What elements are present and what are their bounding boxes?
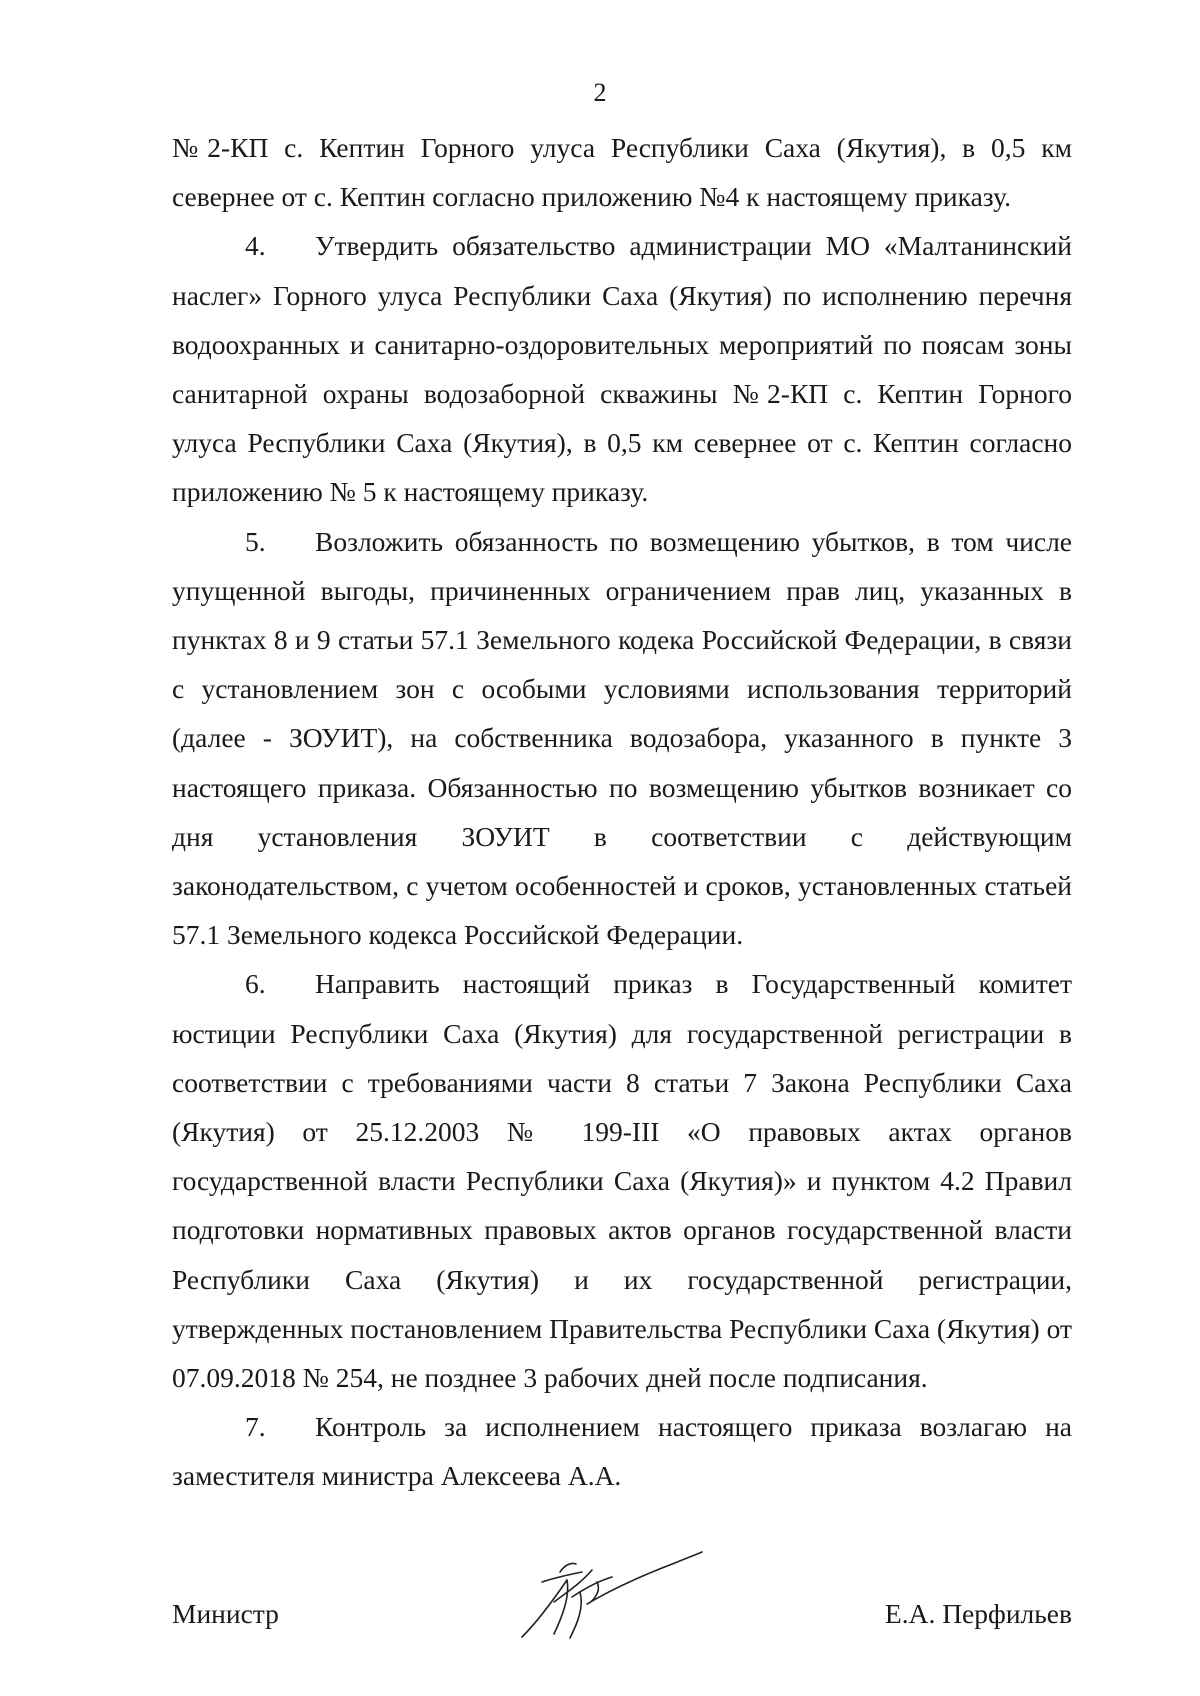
paragraph-item-7 <box>172 1402 1072 1500</box>
paragraph-text: Направить настоящий приказ в Государственный комитет юстиции Республики Саха (Якутия) для государственной регистрации в соответствии с требованиями части 8 статьи 7 Закона Республики Саха (Якутия) от 25.12.2003 № 199-III «О правовых актах органов государственной власти Республики Саха (Якутия)» и пунктом 4.2 Правил подготовки нормативных правовых актов органов государственной власти Республики Саха (Якутия) и их государственной регистрации, утвержденных постановлением Правительства Республики Саха (Якутия) от 07.09.2018 № 254, не позднее 3 рабочих дней после подписания. <box>172 968 1072 1394</box>
document-body <box>172 123 1072 1501</box>
paragraph-number: 4. <box>245 230 266 262</box>
paragraph-number: 7. <box>245 1411 266 1443</box>
paragraph-text: Контроль за исполнением настоящего приказа возлагаю на заместителя министра Алексеева А.А. <box>172 1411 1072 1492</box>
page-number: 2 <box>593 78 607 107</box>
paragraph-text: Возложить обязанность по возмещению убытков, в том числе упущенной выгоды, причиненных ограничением прав лиц, указанных в пунктах 8 и 9 статьи 57.1 Земельного кодека Российской Федерации, в связи с установлением зон с особыми условиями использования территорий (далее - ЗОУИТ), на собственника водозабора, указанного в пункте 3 настоящего приказа. Обязанностью по возмещению убытков возникает со дня установления ЗОУИТ в соответствии с действующим законодательством, с учетом особенностей и сроков, установленных статьей 57.1 Земельного кодекса Российской Федерации. <box>172 525 1072 951</box>
signatory-name: Е.А. Перфильев <box>884 1598 1072 1629</box>
signature-block <box>172 1542 1072 1662</box>
paragraph-item-4 <box>172 221 1072 516</box>
signatory-position: Министр <box>172 1598 279 1629</box>
paragraph-item-5 <box>172 517 1072 960</box>
paragraph-number: 6. <box>245 968 266 1000</box>
paragraph-text: Утвердить обязательство администрации МО «Малтанинский наслег» Горного улуса Республики Саха (Якутия) по исполнению перечня водоохранных и санитарно-оздоровительных мероприятий по поясам зоны санитарной охраны водозаборной скважины №2-КП с. Кептин Горного улуса Республики Саха (Якутия), в 0,5 км севернее от с. Кептин согласно приложению № 5 к настоящему приказу. <box>172 230 1072 508</box>
paragraph-continuation <box>172 123 1072 221</box>
handwritten-signature <box>512 1542 712 1652</box>
paragraph-text: №2-КП с. Кептин Горного улуса Республики Саха (Якутия), в 0,5 км севернее от с. Кептин согласно приложению №4 к настоящему приказу. <box>172 132 1072 213</box>
paragraph-item-6 <box>172 959 1072 1402</box>
paragraph-number: 5. <box>245 525 266 557</box>
